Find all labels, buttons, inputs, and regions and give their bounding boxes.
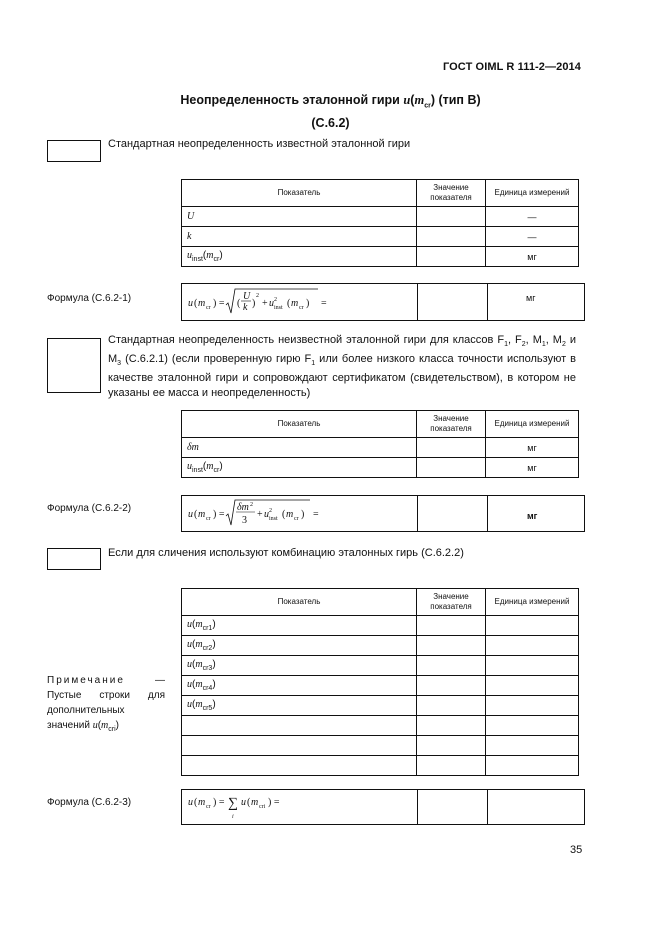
svg-text:) =: ) = (213, 509, 225, 520)
section1-description: Стандартная неопределенность известной эталонной гири (108, 138, 411, 150)
table-row (182, 676, 579, 696)
header-unit: Единица измерений (486, 180, 579, 207)
formula1-unit: мг (526, 293, 536, 303)
svg-text:): ) (301, 509, 305, 520)
row-name: $u(m_{cr3})$ (182, 656, 417, 676)
svg-text:) =: ) = (268, 797, 280, 808)
formula2-expression (186, 498, 346, 533)
header-indicator: Показатель (182, 411, 417, 438)
svg-text:(: ( (247, 797, 251, 808)
table-row (182, 696, 579, 716)
svg-text:m: m (198, 509, 206, 520)
svg-text:=: = (321, 298, 327, 309)
value-cell[interactable] (417, 247, 486, 267)
row-name: $u_{inst}(m_{cr})$ (182, 458, 417, 478)
svg-text:δm: δm (237, 502, 249, 513)
table-row (182, 736, 579, 756)
section3-checkbox[interactable] (47, 548, 101, 570)
table-row (182, 756, 579, 776)
row-name: $u(m_{cr1})$ (182, 616, 417, 636)
row-name-text: k (187, 231, 192, 242)
document-code: ГОСТ OIML R 111-2—2014 (442, 61, 581, 73)
svg-text:u: u (188, 797, 193, 808)
row-name (182, 207, 417, 227)
unit-cell[interactable] (486, 676, 579, 696)
header-indicator: Показатель (182, 589, 417, 616)
svg-text:cr: cr (294, 516, 299, 522)
unit-cell[interactable] (486, 696, 579, 716)
svg-text:) =: ) = (213, 797, 225, 808)
unit-cell: мг (486, 458, 579, 478)
svg-text:(: ( (282, 509, 286, 520)
svg-text:cr: cr (206, 516, 211, 522)
unit-cell: — (486, 227, 579, 247)
row-name: $u(m_{cr4})$ (182, 676, 417, 696)
formula3-expression (186, 792, 306, 827)
section3-note: Примечание — Пустые строки для дополнительных значений $u(m_{cri})$ (47, 675, 165, 733)
svg-text:2: 2 (250, 502, 253, 508)
page-number: 35 (570, 844, 583, 856)
value-cell[interactable] (417, 207, 486, 227)
table-row (182, 656, 579, 676)
value-cell[interactable] (417, 227, 486, 247)
table-row (182, 636, 579, 656)
svg-text:) =: ) = (213, 298, 225, 309)
header-indicator: Показатель (182, 180, 417, 207)
section1-checkbox[interactable] (47, 140, 101, 162)
section2-checkbox[interactable] (47, 338, 101, 393)
table-row (182, 247, 579, 267)
svg-text:(: ( (287, 298, 291, 309)
value-cell[interactable] (417, 438, 486, 458)
value-cell[interactable] (417, 676, 486, 696)
header-value: Значение показателя (417, 411, 486, 438)
unit-cell[interactable] (486, 616, 579, 636)
svg-text:+: + (262, 298, 268, 309)
row-name[interactable] (182, 716, 417, 736)
row-name[interactable] (182, 736, 417, 756)
svg-text:i: i (232, 814, 234, 820)
svg-text:): ) (252, 298, 256, 309)
svg-text:m: m (198, 797, 206, 808)
svg-text:3: 3 (242, 515, 247, 526)
formula2-unit: мг (527, 511, 538, 521)
row-name (182, 227, 417, 247)
svg-text:(: ( (194, 509, 198, 520)
svg-text:u: u (188, 509, 193, 520)
svg-text:u: u (264, 509, 269, 520)
formula1-box (181, 283, 585, 321)
section3-description: Если для сличения используют комбинацию эталонных гирь (С.6.2.2) (108, 547, 464, 559)
svg-text:+: + (257, 509, 263, 520)
formula3-box (181, 789, 585, 825)
svg-text:∑: ∑ (228, 796, 238, 811)
formula2-box (181, 495, 585, 532)
unit-cell[interactable] (486, 656, 579, 676)
section2-description: Стандартная неопределенность неизвестной эталонной гири для классов $F_1$, $F_2$, $M_1$, $M_2$ и $M_3$ (С.6.2.1) (если проверенную гирю $F_1$ или более низкого класса точности используют в качестве эталонной гири и сопровождают сертификатом (свидетельством), в котором не указаны ее масса и неопределенность) (108, 334, 576, 400)
svg-text:cr: cr (206, 305, 211, 311)
unit-cell[interactable] (486, 636, 579, 656)
svg-text:U: U (243, 291, 251, 302)
formula1-label: Формула (С.6.2-1) (47, 293, 132, 304)
svg-text:2: 2 (274, 297, 277, 303)
row-name-text: δm (187, 442, 199, 453)
svg-text:cr: cr (206, 804, 211, 810)
value-cell[interactable] (417, 716, 486, 736)
svg-text:cr: cr (299, 305, 304, 311)
section1-table (181, 179, 579, 267)
svg-text:=: = (313, 509, 319, 520)
svg-text:m: m (198, 298, 206, 309)
table-row (182, 227, 579, 247)
header-unit: Единица измерений (486, 411, 579, 438)
unit-cell: мг (486, 438, 579, 458)
header-value: Значение показателя (417, 589, 486, 616)
unit-cell: — (486, 207, 579, 227)
svg-text:inst: inst (274, 305, 283, 311)
row-name (182, 438, 417, 458)
row-name: $u(m_{cr2})$ (182, 636, 417, 656)
svg-text:u: u (241, 797, 246, 808)
row-name: $u_{inst}(m_{cr})$ (182, 247, 417, 267)
svg-text:m: m (286, 509, 294, 520)
svg-text:2: 2 (269, 508, 272, 514)
value-cell[interactable] (417, 756, 486, 776)
value-cell[interactable] (417, 458, 486, 478)
section2-table (181, 410, 579, 478)
value-cell[interactable] (417, 636, 486, 656)
svg-text:m: m (251, 797, 259, 808)
table-row (182, 458, 579, 478)
svg-text:(: ( (194, 797, 198, 808)
page-subtitle: (С.6.2) (311, 116, 350, 130)
row-name: $u(m_{cr5})$ (182, 696, 417, 716)
table-row (182, 207, 579, 227)
svg-text:): ) (306, 298, 310, 309)
svg-text:u: u (188, 298, 193, 309)
page-title: Неопределенность эталонной гири $u(m_{cr})$ (тип В) (180, 93, 481, 110)
value-cell[interactable] (417, 616, 486, 636)
svg-text:cri: cri (259, 804, 266, 810)
header-value: Значение показателя (417, 180, 486, 207)
row-name-text: U (187, 211, 195, 222)
unit-cell[interactable] (486, 756, 579, 776)
svg-text:(: ( (237, 298, 241, 309)
section3-table (181, 588, 579, 776)
row-name[interactable] (182, 756, 417, 776)
svg-text:m: m (291, 298, 299, 309)
value-cell[interactable] (417, 696, 486, 716)
value-cell[interactable] (417, 656, 486, 676)
formula1-expression (186, 287, 346, 322)
formula2-label: Формула (С.6.2-2) (47, 503, 132, 514)
value-cell[interactable] (417, 736, 486, 756)
header-unit: Единица измерений (486, 589, 579, 616)
table-row (182, 716, 579, 736)
table-row (182, 438, 579, 458)
svg-text:k: k (243, 302, 248, 313)
svg-text:inst: inst (269, 516, 278, 522)
table-row (182, 616, 579, 636)
svg-text:(: ( (194, 298, 198, 309)
unit-cell[interactable] (486, 736, 579, 756)
unit-cell[interactable] (486, 716, 579, 736)
svg-text:2: 2 (256, 293, 259, 299)
svg-text:u: u (269, 298, 274, 309)
formula3-label: Формула (С.6.2-3) (47, 797, 132, 808)
unit-cell: мг (486, 247, 579, 267)
